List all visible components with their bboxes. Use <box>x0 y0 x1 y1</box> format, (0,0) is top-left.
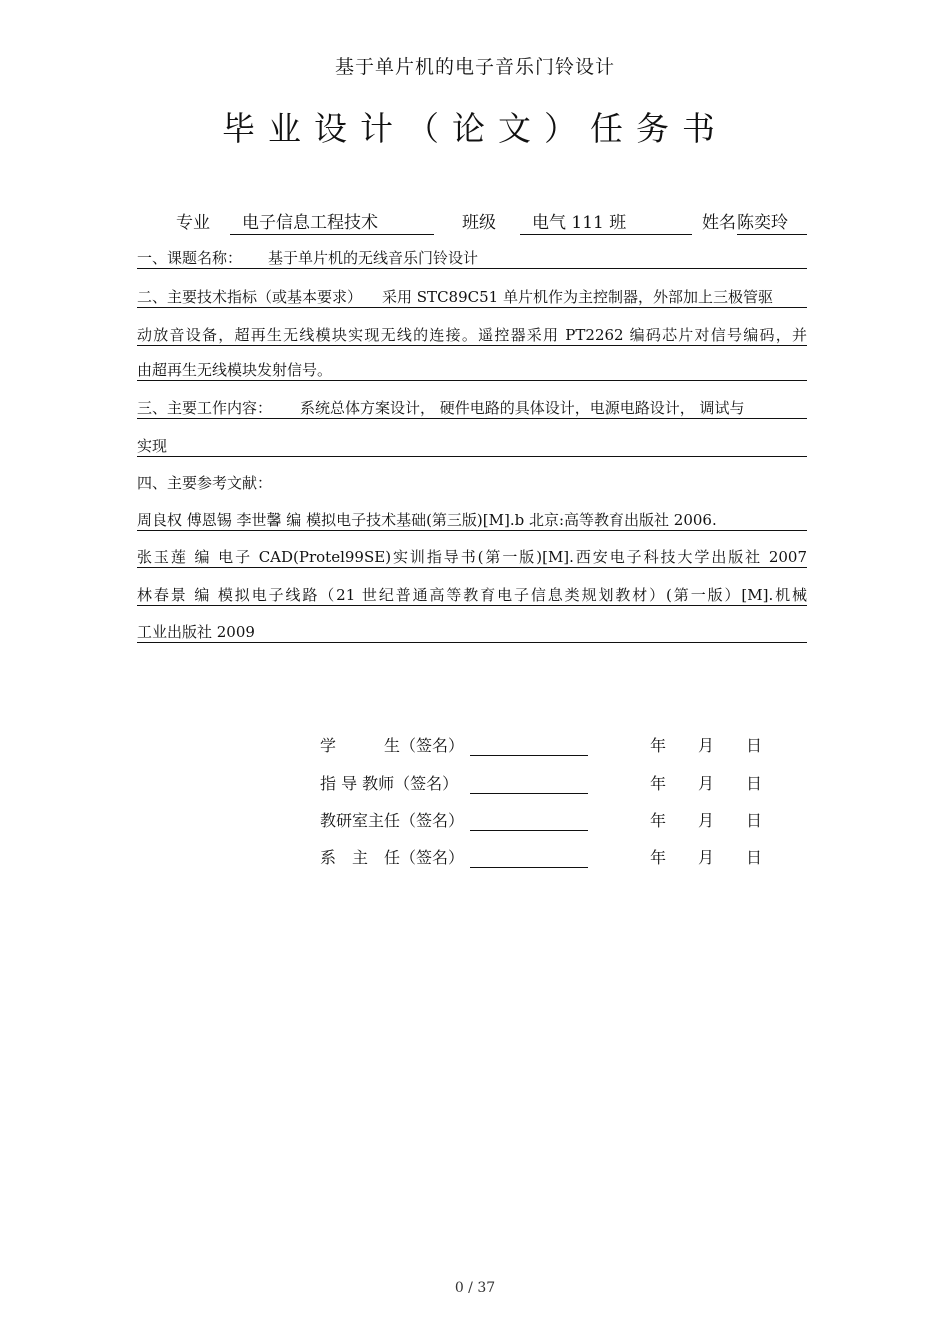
signature-blank <box>470 739 588 756</box>
work-line-2: 实现 <box>137 436 807 457</box>
signature-label: 教研室主任（签名） <box>320 811 465 830</box>
tech-text-1: 采用 STC89C51 单片机作为主控制器，外部加上三极管驱 <box>382 288 773 306</box>
document-title: 毕业设计（论文）任务书 <box>222 109 728 148</box>
page-header-title: 基于单片机的电子音乐门铃设计 <box>334 56 615 78</box>
refs-label: 四、主要参考文献： <box>137 474 273 492</box>
tech-line-1 <box>137 287 807 308</box>
ref-line-1: 周良权 傅恩锡 李世馨 编 模拟电子技术基础(第三版)[M].b 北京:高等教育出版社 2006. <box>137 510 807 531</box>
tech-line-3: 由超再生无线模块发射信号。 <box>137 360 807 381</box>
page-number: 0 / 37 <box>454 1280 496 1296</box>
topic-line <box>137 248 807 269</box>
signature-blank <box>470 777 588 794</box>
work-line-1 <box>137 398 807 419</box>
ref-line-4: 工业出版社 2009 <box>137 622 807 643</box>
class-label: 班级 <box>462 213 496 233</box>
signature-date: 年 月 日 <box>650 736 763 755</box>
signature-row-advisor <box>320 771 763 794</box>
signature-blank <box>470 851 588 868</box>
ref-line-2: 张玉莲 编 电子 CAD(Protel99SE)实训指导书(第一版)[M].西安电子科技大学出版社 2007 <box>137 548 807 566</box>
signature-label: 学 生（签名） <box>320 736 465 755</box>
work-label: 三、主要工作内容： <box>137 399 273 417</box>
major-label: 专业 <box>176 213 210 233</box>
topic-value: 基于单片机的无线音乐门铃设计 <box>268 249 479 267</box>
signature-date: 年 月 日 <box>650 774 763 793</box>
signature-row-section-head <box>320 808 763 831</box>
signature-label: 系 主 任（签名） <box>320 848 465 867</box>
signature-date: 年 月 日 <box>650 811 763 830</box>
tech-label: 二、主要技术指标（或基本要求） <box>137 288 363 306</box>
name-label: 姓名 <box>702 213 736 233</box>
student-info-row <box>0 208 950 234</box>
signature-label: 指 导 教师（签名） <box>320 774 459 793</box>
major-value: 电子信息工程技术 <box>230 208 434 235</box>
topic-label: 一、课题名称： <box>137 249 243 267</box>
signature-date: 年 月 日 <box>650 848 763 867</box>
tech-line-2: 动放音设备，超再生无线模块实现无线的连接。遥控器采用 PT2262 编码芯片对信号编码，并 <box>137 326 807 344</box>
signature-row-student <box>320 733 763 756</box>
work-text-1: 系统总体方案设计， 硬件电路的具体设计，电源电路设计， 调试与 <box>300 399 745 417</box>
class-value: 电气 111 班 <box>520 208 692 235</box>
signature-blank <box>470 814 588 831</box>
ref-line-3: 林春景 编 模拟电子线路（21 世纪普通高等教育电子信息类规划教材）(第一版）[M].机械 <box>137 586 807 604</box>
name-value: 陈奕玲 <box>737 208 807 235</box>
signature-row-dept-head <box>320 845 763 868</box>
